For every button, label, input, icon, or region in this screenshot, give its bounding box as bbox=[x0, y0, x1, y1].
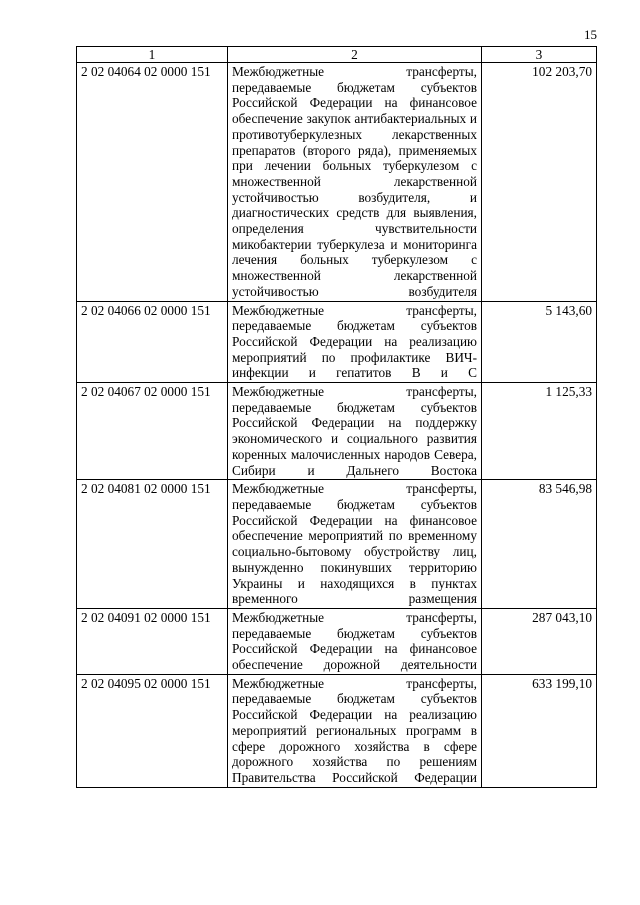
page-number: 15 bbox=[584, 27, 597, 42]
budget-code: 2 02 04064 02 0000 151 bbox=[77, 63, 228, 302]
transfer-description: Межбюджетные трансферты, передаваемые бюджетам субъектов Российской Федерации на реализацию мероприятий региональных программ в сфере дорожного хозяйства в сфере дорожного хозяйства по решениям Правительства Российской Федерации bbox=[228, 674, 482, 787]
amount: 633 199,10 bbox=[482, 674, 597, 787]
column-header-1: 1 bbox=[77, 47, 228, 63]
transfer-description: Межбюджетные трансферты, передаваемые бюджетам субъектов Российской Федерации на реализацию мероприятий по профилактике ВИЧ-инфекции и гепатитов B и C bbox=[228, 301, 482, 383]
table-row bbox=[77, 301, 597, 383]
budget-code: 2 02 04081 02 0000 151 bbox=[77, 480, 228, 609]
amount: 83 546,98 bbox=[482, 480, 597, 609]
amount: 102 203,70 bbox=[482, 63, 597, 302]
amount: 1 125,33 bbox=[482, 383, 597, 480]
budget-code: 2 02 04066 02 0000 151 bbox=[77, 301, 228, 383]
transfer-description: Межбюджетные трансферты, передаваемые бюджетам субъектов Российской Федерации на финансовое обеспечение мероприятий по временному социально-бытовому обустройству лиц, вынужденно покинувших территорию Украины и находящихся в пунктах временного размещения bbox=[228, 480, 482, 609]
table-row bbox=[77, 674, 597, 787]
transfer-description: Межбюджетные трансферты, передаваемые бюджетам субъектов Российской Федерации на финансовое обеспечение закупок антибактериальных и противотуберкулезных лекарственных препаратов (второго ряда), применяемых при лечении больных туберкулезом с множественной лекарственной устойчивостью возбудителя, и диагностических средств для выявления, определения чувствительности микобактерии туберкулеза и мониторинга лечения больных туберкулезом с множественной лекарственной устойчивостью возбудителя bbox=[228, 63, 482, 302]
amount: 5 143,60 bbox=[482, 301, 597, 383]
transfer-description: Межбюджетные трансферты, передаваемые бюджетам субъектов Российской Федерации на финансовое обеспечение дорожной деятельности bbox=[228, 608, 482, 674]
budget-code: 2 02 04095 02 0000 151 bbox=[77, 674, 228, 787]
column-header-2: 2 bbox=[228, 47, 482, 63]
transfer-description: Межбюджетные трансферты, передаваемые бюджетам субъектов Российской Федерации на поддержку экономического и социального развития коренных малочисленных народов Севера, Сибири и Дальнего Востока bbox=[228, 383, 482, 480]
table-row bbox=[77, 480, 597, 609]
budget-code: 2 02 04067 02 0000 151 bbox=[77, 383, 228, 480]
budget-code: 2 02 04091 02 0000 151 bbox=[77, 608, 228, 674]
amount: 287 043,10 bbox=[482, 608, 597, 674]
budget-table bbox=[76, 46, 597, 788]
table-row bbox=[77, 608, 597, 674]
table-header-row bbox=[77, 47, 597, 63]
table-row bbox=[77, 63, 597, 302]
column-header-3: 3 bbox=[482, 47, 597, 63]
table-row bbox=[77, 383, 597, 480]
